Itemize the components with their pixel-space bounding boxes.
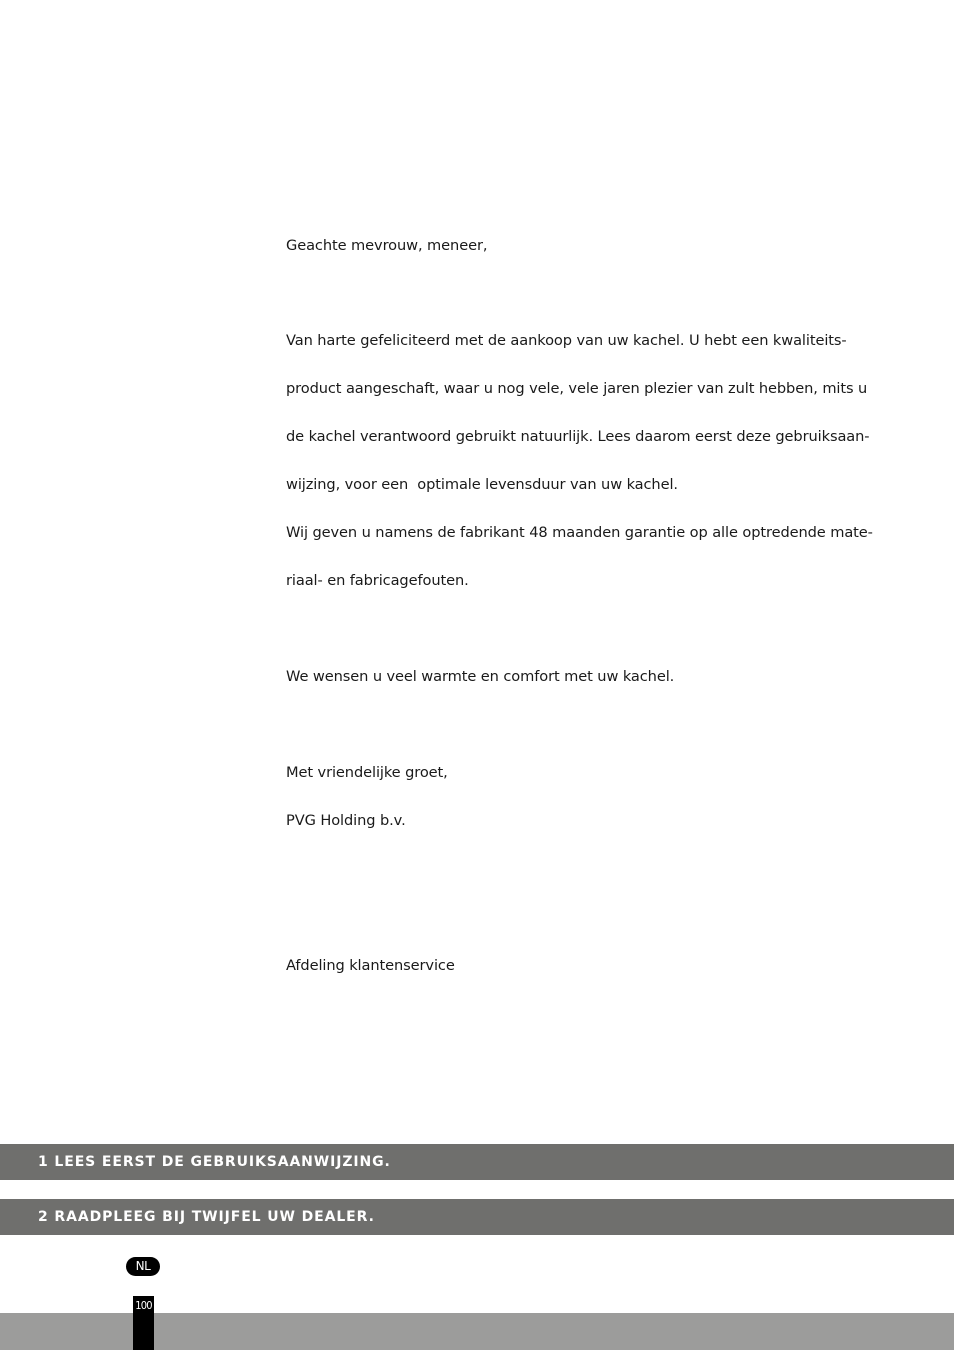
- body-line: de kachel verantwoord gebruikt natuurlijk. Lees daarom eerst deze gebruiksaan-: [286, 428, 870, 445]
- body-line: wijzing, voor een optimale levensduur van uw kachel.: [286, 476, 678, 493]
- salutation: Geachte mevrouw, meneer,: [286, 237, 488, 254]
- wish-line: We wensen u veel warmte en comfort met uw kachel.: [286, 668, 675, 685]
- body-line: Wij geven u namens de fabrikant 48 maanden garantie op alle optredende mate-: [286, 524, 873, 541]
- notice-band-consult-dealer: 2 RAADPLEEG BIJ TWIJFEL UW DEALER.: [0, 1199, 954, 1235]
- body-line: riaal- en fabricagefouten.: [286, 572, 469, 589]
- language-badge: NL: [126, 1257, 160, 1276]
- notice-band-read-manual: 1 LEES EERST DE GEBRUIKSAANWIJZING.: [0, 1144, 954, 1180]
- page-number: 100: [135, 1299, 152, 1312]
- department-name: Afdeling klantenservice: [286, 957, 455, 974]
- body-line: product aangeschaft, waar u nog vele, vele jaren plezier van zult hebben, mits u: [286, 380, 868, 397]
- body-line: Van harte gefeliciteerd met de aankoop van uw kachel. U hebt een kwaliteits-: [286, 332, 847, 349]
- closing: Met vriendelijke groet,: [286, 764, 448, 781]
- company-name: PVG Holding b.v.: [286, 812, 406, 829]
